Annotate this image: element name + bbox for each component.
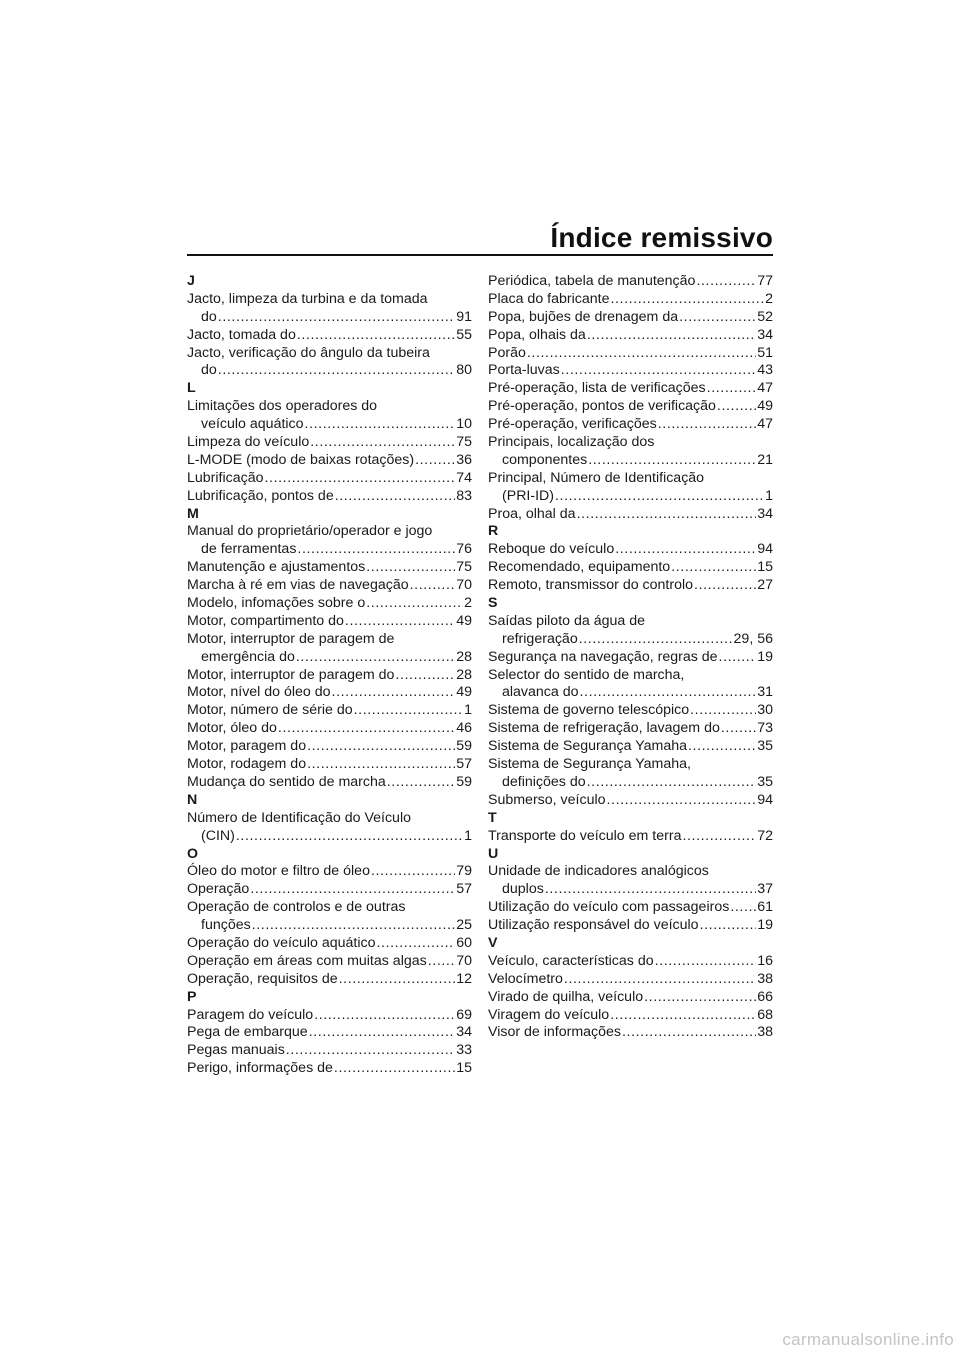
index-entry-page: 79 (456, 863, 472, 880)
index-entry (187, 881, 472, 899)
index-entry (187, 595, 472, 613)
index-entry-text: Principais, localização dos (488, 434, 655, 451)
index-entry-text: Sistema de refrigeração, lavagem do (488, 720, 720, 737)
index-letter-heading: N (187, 791, 198, 808)
index-entry-page: 21 (757, 451, 773, 468)
index-entry-text: componentes (502, 451, 588, 468)
index-entry-page: 36 (456, 451, 472, 468)
dot-leader (577, 506, 757, 524)
title-rule (187, 254, 773, 256)
index-entry (488, 506, 773, 524)
dot-leader (527, 345, 756, 363)
dot-leader (679, 309, 756, 327)
index-entry-page: 74 (456, 469, 472, 486)
index-entry-text: Visor de informações (488, 1024, 622, 1041)
index-entry (187, 488, 472, 506)
index-entry-page: 55 (456, 326, 472, 343)
dot-leader (587, 774, 757, 792)
index-entry-text: Motor, nível do óleo do (187, 684, 331, 701)
dot-leader (345, 613, 455, 631)
dot-leader (354, 702, 464, 720)
index-entry-page: 91 (456, 308, 472, 325)
index-entry (488, 1007, 773, 1025)
index-entry-page: 38 (757, 970, 773, 987)
index-entry-page: 66 (757, 988, 773, 1005)
index-letter-heading: T (488, 809, 497, 826)
index-entry-text: emergência do (201, 648, 295, 665)
index-entry-text: Motor, número de série do (187, 702, 353, 719)
index-entry (488, 899, 773, 917)
dot-leader (410, 577, 456, 595)
index-letter-heading: P (187, 988, 197, 1005)
index-entry (488, 702, 773, 720)
index-entry (187, 470, 472, 488)
index-entry-text: Jacto, verificação do ângulo da tubeira (187, 344, 430, 361)
index-entry-text: Limpeza do veículo (187, 434, 310, 451)
index-entry-page: 15 (757, 559, 773, 576)
index-entry (488, 828, 773, 846)
index-entry-text: Motor, compartimento do (187, 612, 344, 629)
index-entry-text: Utilização responsável do veículo (488, 917, 699, 934)
index-entry-text: Segurança na navegação, regras de (488, 648, 718, 665)
index-entry-text: Óleo do motor e filtro de óleo (187, 863, 370, 880)
index-entry-text: Modelo, infomações sobre o (187, 595, 366, 612)
index-entry-page: 1 (464, 702, 472, 719)
index-entry-page: 60 (456, 934, 472, 951)
dot-leader (579, 631, 733, 649)
index-entry (488, 989, 773, 1007)
index-entry-continued (488, 863, 773, 881)
index-entry-text: Marcha à ré em vias de navegação (187, 577, 409, 594)
index-entry (488, 309, 773, 327)
page-title: Índice remissivo (550, 222, 773, 253)
index-entry-page: 30 (757, 702, 773, 719)
dot-leader (688, 738, 756, 756)
index-entry-page: 61 (757, 899, 773, 916)
index-entry (488, 684, 773, 702)
dot-leader (236, 828, 463, 846)
dot-leader (252, 917, 456, 935)
index-entry-page: 29, 56 (733, 630, 773, 647)
index-entry (187, 649, 472, 667)
index-entry-continued (187, 899, 472, 917)
index-entry (187, 774, 472, 792)
index-entry-page: 33 (456, 1042, 472, 1059)
index-entry-page: 94 (757, 791, 773, 808)
index-entry-page: 59 (456, 773, 472, 790)
index-entry-text: L-MODE (modo de baixas rotações) (187, 451, 415, 468)
index-entry (488, 362, 773, 380)
index-entry-continued (187, 345, 472, 363)
dot-leader (278, 720, 455, 738)
index-entry-text: Proa, olhal da (488, 505, 576, 522)
index-entry-text: funções (201, 917, 251, 934)
dot-leader (415, 452, 455, 470)
index-entry-text: Motor, óleo do (187, 720, 277, 737)
dot-leader (682, 828, 756, 846)
index-entry-page: 31 (757, 684, 773, 701)
index-entry-text: Paragem do veículo (187, 1006, 314, 1023)
dot-leader (690, 702, 756, 720)
index-entry (488, 541, 773, 559)
dot-leader (395, 667, 455, 685)
index-entry-page: 2 (765, 290, 773, 307)
index-entry-text: Motor, rodagem do (187, 756, 307, 773)
index-entry-text: definições do (502, 773, 586, 790)
index-entry-text: Submerso, veículo (488, 791, 606, 808)
index-entry-text: Motor, interruptor de paragem de (187, 630, 395, 647)
dot-leader (366, 595, 463, 613)
index-entry-text: Remoto, transmissor do controlo (488, 577, 694, 594)
index-entry-text: Porta-luvas (488, 362, 560, 379)
dot-leader (730, 899, 756, 917)
index-entry (488, 416, 773, 434)
index-entry-text: Jacto, limpeza da turbina e da tomada (187, 290, 428, 307)
dot-leader (310, 434, 455, 452)
index-entry-text: Número de Identificação do Veículo (187, 809, 411, 826)
index-entry-text: Manual do proprietário/operador e jogo (187, 523, 433, 540)
index-entry-page: 43 (757, 362, 773, 379)
index-entry-page: 77 (757, 273, 773, 289)
index-entry (187, 1007, 472, 1025)
index-entry-page: 34 (757, 505, 773, 522)
index-letter-heading: M (187, 505, 199, 522)
index-column-left (187, 273, 472, 1078)
index-entry (187, 667, 472, 685)
index-letter-heading: S (488, 595, 498, 612)
index-entry-continued (488, 470, 773, 488)
index-entry-page: 75 (456, 434, 472, 451)
dot-leader (607, 792, 757, 810)
index-entry-text: Reboque do veículo (488, 541, 615, 558)
index-entry (187, 917, 472, 935)
dot-leader (218, 362, 455, 380)
index-entry-text: Pré-operação, lista de verificações (488, 380, 706, 397)
index-entry-page: 52 (757, 308, 773, 325)
index-entry-text: Perigo, informações de (187, 1060, 333, 1077)
index-entry (187, 1042, 472, 1060)
index-entry-page: 75 (456, 559, 472, 576)
index-entry-text: Porão (488, 344, 526, 361)
index-entry (488, 649, 773, 667)
index-entry-text: Motor, paragem do (187, 738, 307, 755)
dot-leader (610, 1007, 756, 1025)
index-entry-page: 10 (456, 416, 472, 433)
index-entry (488, 345, 773, 363)
index-entry-text: Operação em áreas com muitas algas (187, 952, 427, 969)
dot-leader (564, 971, 756, 989)
index-entry-text: Viragem do veículo (488, 1006, 610, 1023)
dot-leader (286, 1042, 455, 1060)
index-entry (187, 327, 472, 345)
index-entry (488, 488, 773, 506)
index-entry (187, 935, 472, 953)
index-entry-continued (187, 291, 472, 309)
index-letter-heading: O (187, 845, 199, 862)
dot-leader (580, 684, 757, 702)
index-entry (488, 917, 773, 935)
index-letter-heading: R (488, 523, 499, 540)
dot-leader (555, 488, 764, 506)
index-entry-text: Sistema de Segurança Yamaha (488, 738, 688, 755)
index-entry-page: 34 (456, 1024, 472, 1041)
dot-leader (588, 452, 756, 470)
index-entry-page: 49 (456, 612, 472, 629)
dot-leader (694, 577, 756, 595)
dot-leader (700, 917, 757, 935)
index-entry-text: Principal, Número de Identificação (488, 469, 705, 486)
dot-leader (428, 953, 455, 971)
index-entry (488, 559, 773, 577)
index-entry-text: Placa do fabricante (488, 290, 610, 307)
index-entry-page: 27 (757, 577, 773, 594)
dot-leader (250, 881, 455, 899)
index-entry-page: 68 (757, 1006, 773, 1023)
index-entry-page: 38 (757, 1024, 773, 1041)
index-entry-page: 76 (456, 541, 472, 558)
index-entry-text: Virado de quilha, veículo (488, 988, 644, 1005)
index-entry (488, 631, 773, 649)
dot-leader (587, 327, 756, 345)
index-entry (187, 863, 472, 881)
index-entry-page: 94 (757, 541, 773, 558)
index-entry (488, 291, 773, 309)
index-entry-page: 28 (456, 666, 472, 683)
dot-leader (387, 774, 455, 792)
index-entry (488, 577, 773, 595)
index-entry-page: 57 (456, 756, 472, 773)
index-entry-text: (CIN) (201, 827, 235, 844)
index-entry-page: 80 (456, 362, 472, 379)
dot-leader (314, 1007, 455, 1025)
index-entry-text: de ferramentas (201, 541, 297, 558)
dot-leader (721, 720, 756, 738)
index-entry-text: Pré-operação, verificações (488, 416, 657, 433)
index-entry-page: 49 (757, 398, 773, 415)
dot-leader (696, 273, 756, 291)
dot-leader (332, 684, 456, 702)
index-entry-text: Utilização do veículo com passageiros (488, 899, 730, 916)
index-entry (187, 434, 472, 452)
index-entry-page: 1 (464, 827, 472, 844)
index-entry (488, 971, 773, 989)
index-entry-continued (488, 434, 773, 452)
index-entry-text: Pega de embarque (187, 1024, 308, 1041)
index-entry-page: 46 (456, 720, 472, 737)
index-entry-page: 35 (757, 738, 773, 755)
index-entry (187, 828, 472, 846)
dot-leader (561, 362, 756, 380)
index-entry-continued (187, 398, 472, 416)
index-entry-page: 2 (464, 595, 472, 612)
index-entry-text: Unidade de indicadores analógicos (488, 863, 709, 880)
index-entry-page: 59 (456, 738, 472, 755)
index-entry-page: 28 (456, 648, 472, 665)
index-entry-page: 1 (765, 487, 773, 504)
index-entry (187, 577, 472, 595)
dot-leader (671, 559, 756, 577)
index-entry (187, 720, 472, 738)
index-entry-page: 57 (456, 881, 472, 898)
index-entry-page: 37 (757, 881, 773, 898)
index-entry-page: 70 (456, 952, 472, 969)
dot-leader (719, 649, 757, 667)
index-entry-continued (488, 756, 773, 774)
index-entry-text: Sistema de Segurança Yamaha, (488, 756, 691, 773)
dot-leader (371, 863, 455, 881)
index-entry-text: Operação do veículo aquático (187, 934, 376, 951)
index-entry-text: Jacto, tomada do (187, 326, 296, 343)
index-entry (187, 702, 472, 720)
index-entry-text: Recomendado, equipamento (488, 559, 671, 576)
index-entry-text: Manutenção e ajustamentos (187, 559, 366, 576)
dot-leader (307, 738, 455, 756)
index-entry (488, 452, 773, 470)
index-entry-text: Selector do sentido de marcha, (488, 666, 685, 683)
index-entry-text: Popa, bujões de drenagem da (488, 308, 679, 325)
index-entry-text: Sistema de governo telescópico (488, 702, 690, 719)
index-entry-text: do (201, 362, 217, 379)
index-entry (187, 971, 472, 989)
index-entry-page: 47 (757, 416, 773, 433)
index-entry-continued (488, 613, 773, 631)
dot-leader (297, 541, 455, 559)
index-entry-page: 69 (456, 1006, 472, 1023)
index-entry-text: Motor, interruptor de paragem do (187, 666, 395, 683)
index-entry-text: Velocímetro (488, 970, 563, 987)
dot-leader (307, 756, 455, 774)
index-entry-page: 49 (456, 684, 472, 701)
dot-leader (334, 1060, 455, 1078)
index-entry (187, 416, 472, 434)
index-entry (187, 309, 472, 327)
index-entry-page: 25 (456, 917, 472, 934)
dot-leader (309, 1024, 456, 1042)
index-entry-page: 73 (757, 720, 773, 737)
index-entry-page: 19 (757, 917, 773, 934)
index-entry-text: duplos (502, 881, 544, 898)
dot-leader (610, 291, 764, 309)
index-entry (488, 327, 773, 345)
index-entry (488, 273, 773, 291)
dot-leader (296, 649, 455, 667)
index-entry-text: Operação (187, 881, 250, 898)
index-entry-page: 70 (456, 577, 472, 594)
index-entry (187, 362, 472, 380)
index-letter-heading: U (488, 845, 499, 862)
index-entry (187, 684, 472, 702)
index-entry-text: refrigeração (502, 630, 578, 647)
index-entry-page: 47 (757, 380, 773, 397)
dot-leader (335, 488, 456, 506)
index-entry-text: Pré-operação, pontos de verificação (488, 398, 716, 415)
index-letter-heading: V (488, 934, 498, 951)
index-entry (488, 1024, 773, 1042)
index-entry-text: Lubrificação (187, 469, 264, 486)
index-entry-text: veículo aquático (201, 416, 304, 433)
dot-leader (265, 470, 456, 488)
index-entry (187, 1024, 472, 1042)
index-entry (187, 738, 472, 756)
index-letter-heading: L (187, 380, 196, 397)
index-entry (187, 559, 472, 577)
dot-leader (658, 416, 756, 434)
index-entry-page: 35 (757, 773, 773, 790)
index-entry (187, 953, 472, 971)
index-entry-text: (PRI-ID) (502, 487, 555, 504)
index-entry (488, 738, 773, 756)
index-entry-continued (187, 810, 472, 828)
dot-leader (622, 1024, 756, 1042)
index-entry-page: 19 (757, 648, 773, 665)
index-entry-text: Operação de controlos e de outras (187, 899, 406, 916)
index-entry (488, 720, 773, 738)
dot-leader (615, 541, 756, 559)
dot-leader (377, 935, 456, 953)
index-entry-text: Operação, requisitos de (187, 970, 338, 987)
index-entry-text: Popa, olhais da (488, 326, 586, 343)
index-entry (187, 613, 472, 631)
index-entry-page: 72 (757, 827, 773, 844)
index-entry-page: 51 (757, 344, 773, 361)
index-entry-continued (187, 631, 472, 649)
watermark: carmanualsonline.info (782, 1330, 954, 1349)
dot-leader (644, 989, 756, 1007)
index-entry (488, 792, 773, 810)
dot-leader (218, 309, 455, 327)
index-entry (187, 541, 472, 559)
index-entry-text: Veículo, características do (488, 952, 654, 969)
dot-leader (717, 398, 756, 416)
index-entry-text: Saídas piloto da água de (488, 612, 645, 629)
dot-leader (366, 559, 455, 577)
index-entry-text: Mudança do sentido de marcha (187, 773, 386, 790)
index-entry-page: 16 (757, 952, 773, 969)
index-entry (187, 1060, 472, 1078)
index-entry (488, 881, 773, 899)
index-entry-page: 12 (456, 970, 472, 987)
index-entry-page: 15 (456, 1060, 472, 1077)
index-entry (187, 756, 472, 774)
index-entry-text: Transporte do veículo em terra (488, 827, 682, 844)
dot-leader (545, 881, 756, 899)
index-entry (187, 452, 472, 470)
index-entry-text: Lubrificação, pontos de (187, 487, 334, 504)
dot-leader (707, 380, 757, 398)
index-entry-continued (187, 523, 472, 541)
index-entry-text: alavanca do (502, 684, 579, 701)
index-entry-text: Limitações dos operadores do (187, 398, 378, 415)
index-entry-text: Pegas manuais (187, 1042, 285, 1059)
index-entry-text: Periódica, tabela de manutenção (488, 273, 696, 289)
dot-leader (305, 416, 456, 434)
index-entry-page: 83 (456, 487, 472, 504)
index-entry-text: do (201, 308, 217, 325)
index-entry (488, 774, 773, 792)
dot-leader (339, 971, 456, 989)
index-letter-heading: J (187, 273, 195, 289)
index-entry-continued (488, 667, 773, 685)
index-entry (488, 953, 773, 971)
dot-leader (297, 327, 455, 345)
index-entry (488, 380, 773, 398)
index-column-right (488, 273, 773, 1042)
index-entry (488, 398, 773, 416)
index-entry-page: 34 (757, 326, 773, 343)
dot-leader (655, 953, 757, 971)
